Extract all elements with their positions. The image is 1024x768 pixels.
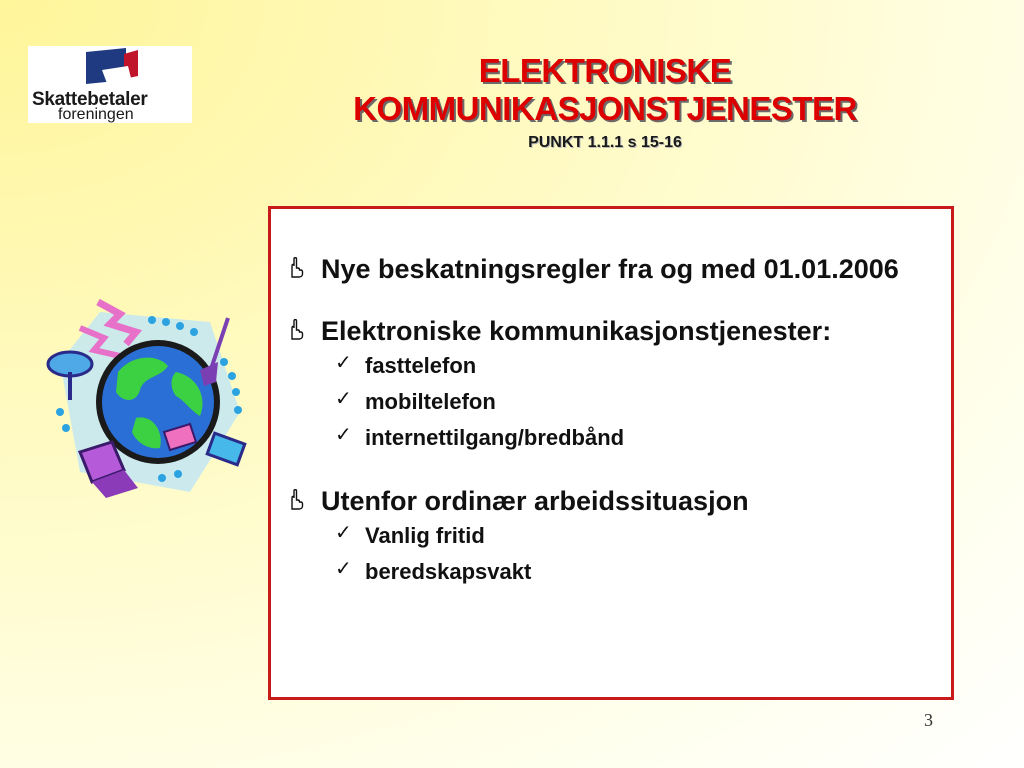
sub-item — [335, 421, 941, 455]
sub-item-text: beredskapsvakt — [365, 559, 532, 584]
sub-item-text: mobiltelefon — [365, 389, 496, 414]
sub-item-text: fasttelefon — [365, 353, 477, 378]
sub-item — [335, 519, 941, 553]
pointing-hand-icon — [285, 257, 305, 279]
bullet-text: Elektroniske kommunikasjonstjenester: — [321, 316, 832, 346]
slide-title — [220, 52, 990, 152]
checkmark-icon: ✓ — [335, 422, 352, 446]
bullet-list — [285, 253, 941, 619]
page-number: 3 — [924, 710, 933, 730]
slide-subtitle: PUNKT 1.1.1 s 15-16 — [528, 134, 682, 151]
checkmark-icon: ✓ — [335, 520, 352, 544]
sub-item-text: internettilgang/bredbånd — [365, 425, 625, 450]
bullet-item — [285, 253, 941, 285]
checkmark-icon: ✓ — [335, 386, 352, 410]
pointing-hand-icon — [285, 489, 305, 511]
bullet-text: Nye beskatningsregler fra og med 01.01.2006 — [321, 254, 899, 284]
pointing-hand-icon — [285, 319, 305, 341]
bullet-item — [285, 485, 941, 589]
title-line-1: ELEKTRONISKE — [478, 52, 732, 89]
sub-item — [335, 385, 941, 419]
checkmark-icon: ✓ — [335, 350, 352, 374]
sub-item — [335, 349, 941, 383]
title-line-2: KOMMUNIKASJONSTJENESTER — [353, 90, 857, 127]
content-box — [268, 206, 954, 700]
globe-communications-icon — [40, 292, 250, 504]
checkmark-icon: ✓ — [335, 556, 352, 580]
logo-text-line2: foreningen — [58, 106, 134, 123]
logo-text-line1: Skattebetaler — [32, 89, 148, 110]
bullet-text: Utenfor ordinær arbeidssituasjon — [321, 486, 749, 516]
logo — [28, 46, 192, 123]
sub-item — [335, 555, 941, 589]
sub-item-text: Vanlig fritid — [365, 523, 485, 548]
bullet-item — [285, 315, 941, 455]
